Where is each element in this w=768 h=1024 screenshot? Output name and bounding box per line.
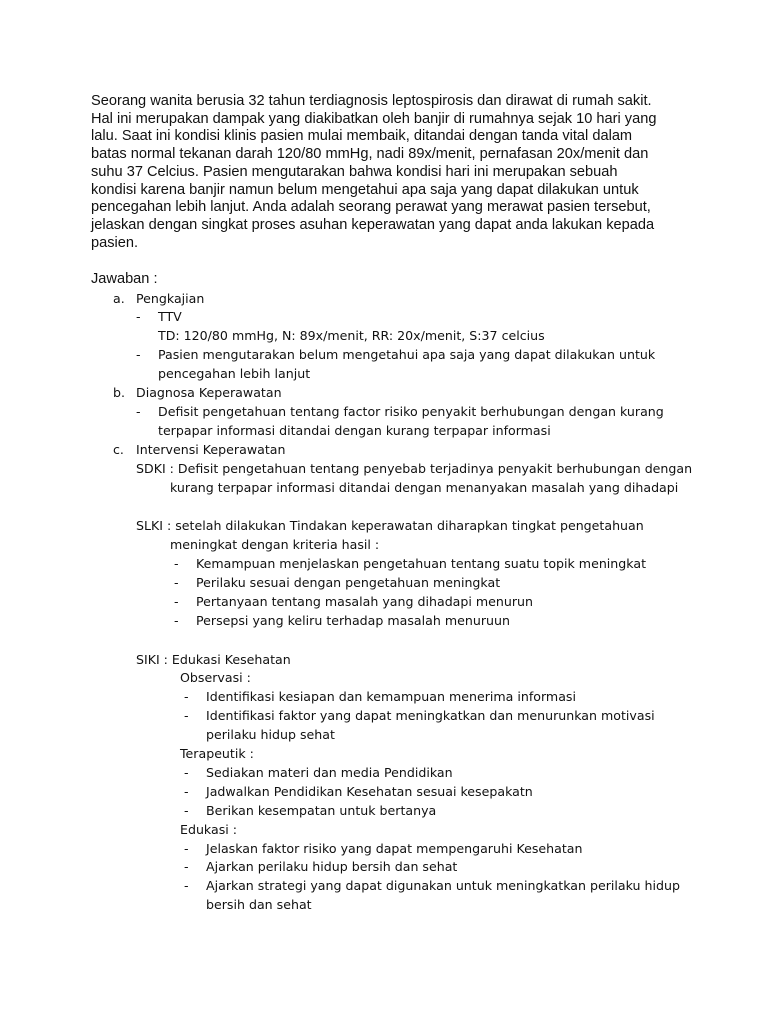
list-marker-b: b. [113,385,125,400]
sdki-line: SDKI : Defisit pengetahuan tentang penyebab terjadinya penyakit berhubungan dengan [136,461,693,476]
question-line: pencegahan lebih lanjut. Anda adalah seorang perawat yang merawat pasien tersebut, [91,199,651,216]
edukasi-item: bersih dan sehat [206,897,312,912]
dash-bullet: - [174,594,179,609]
ttv-values: TD: 120/80 mmHg, N: 89x/menit, RR: 20x/menit, S:37 celcius [158,328,545,343]
dash-bullet: - [136,309,141,324]
edukasi-item: Jelaskan faktor risiko yang dapat mempengaruhi Kesehatan [206,841,583,856]
question-line: pasien. [91,234,139,251]
dash-bullet: - [174,613,179,628]
question-line: Hal ini merupakan dampak yang diakibatkan oleh banjir di rumahnya sejak 10 hari yang [91,110,657,127]
diagnosis-line: terpapar informasi ditandai dengan kurang terpapar informasi [158,423,551,438]
diagnosis-line: Defisit pengetahuan tentang factor risiko penyakit berhubungan dengan kurang [158,404,664,419]
slki-line: SLKI : setelah dilakukan Tindakan keperawatan diharapkan tingkat pengetahuan [136,518,644,533]
question-line: jelaskan dengan singkat proses asuhan keperawatan yang dapat anda lakukan kepada [91,216,655,233]
dash-bullet: - [184,841,189,856]
dash-bullet: - [184,765,189,780]
slki-item: Kemampuan menjelaskan pengetahuan tentang suatu topik meningkat [196,556,647,571]
answer-heading: Jawaban : [91,271,158,287]
ttv-label: TTV [158,309,182,324]
dash-bullet: - [174,556,179,571]
observasi-label: Observasi : [180,670,251,685]
complaint-line: pencegahan lebih lanjut [158,366,311,381]
observasi-item: Identifikasi kesiapan dan kemampuan menerima informasi [206,689,576,704]
terapeutik-item: Berikan kesempatan untuk bertanya [206,803,437,818]
section-title-pengkajian: Pengkajian [136,291,205,306]
dash-bullet: - [184,878,189,893]
edukasi-item: Ajarkan strategi yang dapat digunakan untuk meningkatkan perilaku hidup [206,878,680,893]
list-marker-a: a. [113,291,125,306]
dash-bullet: - [184,859,189,874]
dash-bullet: - [184,803,189,818]
dash-bullet: - [184,689,189,704]
question-line: lalu. Saat ini kondisi klinis pasien mulai membaik, ditandai dengan tanda vital dalam [91,128,633,145]
dash-bullet: - [136,347,141,362]
list-marker-c: c. [113,442,124,457]
dash-bullet: - [184,784,189,799]
terapeutik-item: Jadwalkan Pendidikan Kesehatan sesuai kesepakatn [206,784,533,799]
dash-bullet: - [184,708,189,723]
observasi-item: Identifikasi faktor yang dapat meningkatkan dan menurunkan motivasi [206,708,655,723]
siki-label: SIKI : Edukasi Kesehatan [136,652,291,667]
slki-item: Persepsi yang keliru terhadap masalah menuruun [196,613,510,628]
section-title-intervensi: Intervensi Keperawatan [136,442,286,457]
slki-item: Perilaku sesuai dengan pengetahuan meningkat [196,575,501,590]
terapeutik-item: Sediakan materi dan media Pendidikan [206,765,453,780]
dash-bullet: - [136,404,141,419]
terapeutik-label: Terapeutik : [180,746,254,761]
dash-bullet: - [174,575,179,590]
question-line: Seorang wanita berusia 32 tahun terdiagnosis leptospirosis dan dirawat di rumah sakit. [91,93,652,109]
question-paragraph [91,93,691,252]
observasi-item: perilaku hidup sehat [206,727,335,742]
section-title-diagnosa: Diagnosa Keperawatan [136,385,282,400]
complaint-line: Pasien mengutarakan belum mengetahui apa saja yang dapat dilakukan untuk [158,347,656,362]
edukasi-label: Edukasi : [180,822,238,837]
slki-line: meningkat dengan kriteria hasil : [170,537,380,552]
question-line: kondisi karena banjir namun belum mengetahui apa saja yang dapat dilakukan untuk [91,181,639,198]
sdki-line: kurang terpapar informasi ditandai dengan menanyakan masalah yang dihadapi [170,480,679,495]
question-line: suhu 37 Celcius. Pasien mengutarakan bahwa kondisi hari ini merupakan sebuah [91,163,618,180]
edukasi-item: Ajarkan perilaku hidup bersih dan sehat [206,859,458,874]
question-line: batas normal tekanan darah 120/80 mmHg, nadi 89x/menit, pernafasan 20x/menit dan [91,146,649,163]
slki-item: Pertanyaan tentang masalah yang dihadapi menurun [196,594,534,609]
